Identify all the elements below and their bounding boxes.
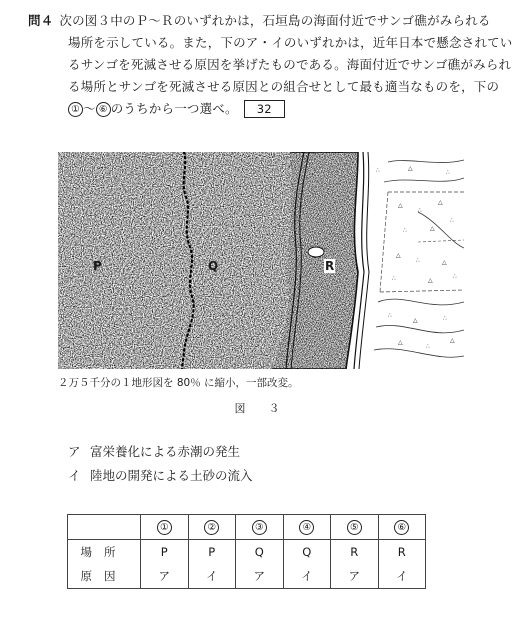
header-5[interactable]: ⑤ — [331, 515, 379, 540]
svg-text:∴: ∴ — [453, 273, 457, 280]
row-label-cause: 原因 — [68, 564, 141, 589]
option-a-key: ア — [68, 444, 81, 459]
figure-caption: ２万５千分の１地形図を 80％ に縮小，一部改変。 — [58, 377, 299, 389]
place-5: R — [331, 540, 379, 565]
option-a — [68, 442, 240, 460]
place-6: R — [378, 540, 426, 565]
svg-text:∴: ∴ — [416, 257, 420, 264]
svg-text:△: △ — [398, 202, 403, 209]
svg-text:∴: ∴ — [388, 312, 392, 319]
answer-table — [67, 514, 426, 589]
choice-range-sep: ～ — [83, 101, 96, 116]
question-tail: のうちから一つ選べ。 — [110, 101, 238, 116]
marker-p: P — [93, 259, 102, 273]
figure-label: 図 ３ — [234, 402, 286, 415]
svg-text:△: △ — [442, 259, 447, 266]
svg-text:△: △ — [413, 317, 418, 324]
option-a-text: 富栄養化による赤潮の発生 — [90, 444, 241, 459]
place-1: P — [141, 540, 189, 565]
svg-text:∴: ∴ — [376, 167, 380, 174]
header-2[interactable]: ② — [188, 515, 236, 540]
cause-3: ア — [236, 564, 284, 589]
question-block — [28, 10, 513, 120]
svg-text:∴: ∴ — [403, 227, 407, 234]
header-6[interactable]: ⑥ — [378, 515, 426, 540]
question-line-2: 場所を示している。また，下のア・イのいずれかは，近年日本で懸念されてい — [68, 35, 513, 50]
svg-text:∴: ∴ — [446, 169, 450, 176]
option-i-key: イ — [68, 468, 81, 483]
place-3: Q — [236, 540, 284, 565]
header-4[interactable]: ④ — [283, 515, 331, 540]
svg-text:△: △ — [396, 252, 401, 259]
header-1[interactable]: ① — [141, 515, 189, 540]
question-line-3: るサンゴを死滅させる原因を挙げたものである。海面付近でサンゴ礁がみられ — [68, 57, 512, 72]
place-4: Q — [283, 540, 331, 565]
choice-end-mark: ⑥ — [96, 102, 111, 117]
svg-text:△: △ — [438, 199, 443, 206]
marker-r: R — [325, 259, 335, 273]
row-label-place: 場所 — [68, 540, 141, 565]
option-i — [68, 466, 253, 484]
svg-text:△: △ — [408, 165, 413, 172]
option-i-text: 陸地の開発による土砂の流入 — [90, 468, 253, 483]
place-2: P — [188, 540, 236, 565]
choice-start-mark: ① — [68, 102, 83, 117]
svg-text:∴: ∴ — [443, 315, 447, 322]
table-header-row — [68, 515, 426, 540]
svg-text:△: △ — [428, 277, 433, 284]
header-3[interactable]: ③ — [236, 515, 284, 540]
cause-6: イ — [378, 564, 426, 589]
cause-4: イ — [283, 564, 331, 589]
answer-box[interactable]: 32 — [244, 100, 285, 118]
table-row-cause — [68, 564, 426, 589]
svg-text:△: △ — [398, 339, 403, 346]
cause-2: イ — [188, 564, 236, 589]
svg-text:△: △ — [450, 337, 455, 344]
table-row-place — [68, 540, 426, 565]
marker-q: Q — [208, 259, 219, 273]
question-line-1: 問４ 次の図３中のＰ～Ｒのいずれかは，石垣島の海面付近でサンゴ礁がみられる — [28, 13, 491, 28]
svg-text:∴: ∴ — [426, 343, 430, 350]
svg-text:△: △ — [430, 225, 435, 232]
table-corner — [68, 515, 141, 540]
cause-1: ア — [141, 564, 189, 589]
question-line-4: る場所とサンゴを死滅させる原因との組合せとして最も適当なものを，下の — [68, 79, 500, 94]
cause-5: ア — [331, 564, 379, 589]
question-line-5 — [28, 98, 500, 120]
svg-text:∴: ∴ — [450, 217, 454, 224]
svg-text:∴: ∴ — [392, 275, 396, 282]
svg-text:∴: ∴ — [418, 207, 422, 214]
topographic-map — [58, 152, 464, 369]
question-number: 問４ — [28, 13, 54, 28]
